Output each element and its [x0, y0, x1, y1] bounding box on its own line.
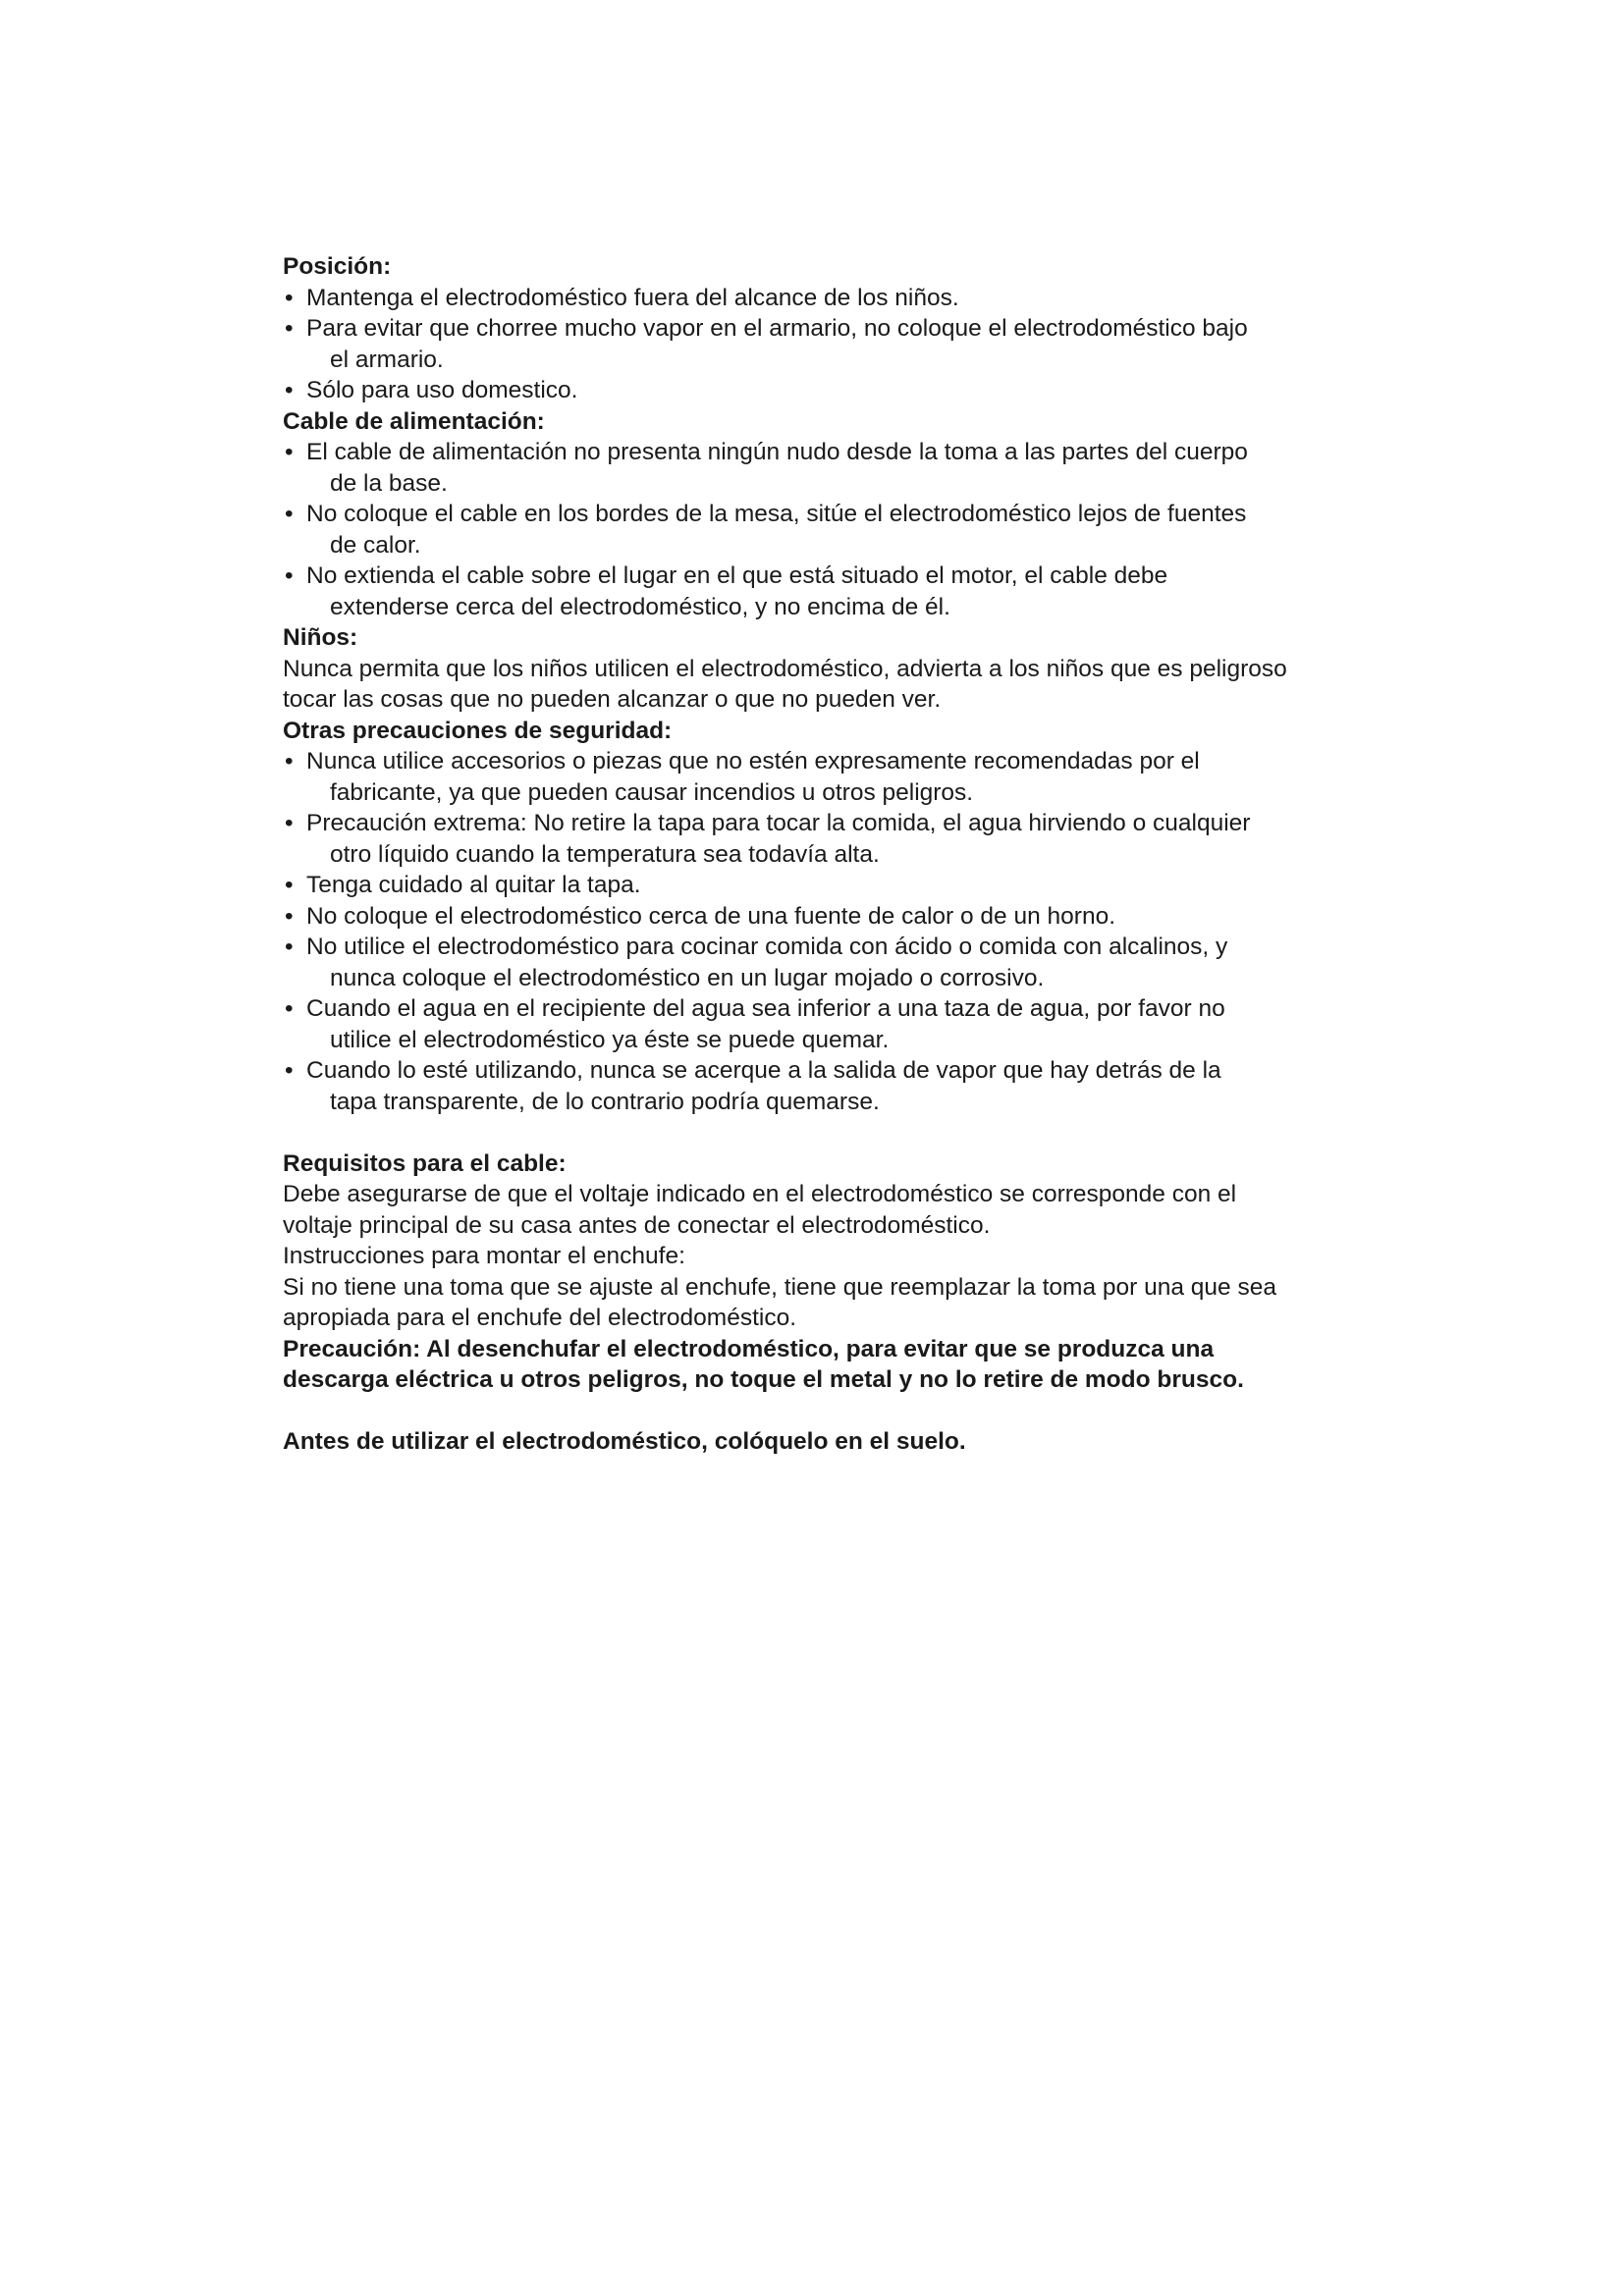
spacer	[283, 1396, 1382, 1427]
paragraph-instrucciones: Instrucciones para montar el enchufe:	[283, 1243, 685, 1269]
list-item-continuation: otro líquido cuando la temperatura sea todavía alta.	[330, 840, 880, 868]
list-item-continuation: de la base.	[330, 469, 448, 497]
spacer	[283, 1117, 1382, 1148]
paragraph-line: voltaje principal de su casa antes de conectar el electrodoméstico.	[283, 1211, 991, 1239]
paragraph-line: tocar las cosas que no pueden alcanzar o que no pueden ver.	[283, 686, 942, 713]
bullet-icon: •	[285, 902, 294, 930]
list-item	[283, 437, 1382, 499]
list-item	[283, 932, 1382, 993]
paragraph-line: Si no tiene una toma que se ajuste al enchufe, tiene que reemplazar la toma por una que sea	[283, 1273, 1276, 1301]
bullet-icon: •	[285, 501, 294, 527]
list-item	[283, 901, 1382, 933]
paragraph-ninos	[283, 654, 1382, 716]
document-page	[283, 251, 1382, 1458]
list-item-continuation: extenderse cerca del electrodoméstico, y no encima de él.	[330, 593, 950, 620]
list-item	[283, 283, 1382, 314]
bullet-icon: •	[285, 872, 294, 898]
bullet-icon: •	[285, 934, 294, 960]
bullet-icon: •	[285, 377, 294, 403]
list-item	[283, 870, 1382, 901]
list-item-continuation: el armario.	[330, 346, 444, 373]
list-item-text: Nunca utilice accesorios o piezas que no estén expresamente recomendadas por el	[306, 748, 1200, 774]
list-item-text: Cuando lo esté utilizando, nunca se acerque a la salida de vapor que hay detrás de la	[306, 1057, 1221, 1084]
list-item	[283, 993, 1382, 1055]
list-otras-precauciones	[283, 746, 1382, 1117]
list-item-continuation: utilice el electrodoméstico ya éste se puede quemar.	[330, 1026, 890, 1053]
heading-ninos: Niños:	[283, 624, 358, 651]
list-item-text: Precaución extrema: No retire la tapa para tocar la comida, el agua hirviendo o cualquier	[306, 810, 1251, 836]
bullet-icon: •	[285, 315, 294, 342]
warning-line: Precaución: Al desenchufar el electrodoméstico, para evitar que se produzca una	[283, 1335, 1215, 1362]
list-item-text: Cuando el agua en el recipiente del agua sea inferior a una taza de agua, por favor no	[306, 995, 1225, 1022]
list-cable	[283, 437, 1382, 622]
list-item-text: No utilice el electrodoméstico para cocinar comida con ácido o comida con alcalinos, y	[306, 934, 1228, 960]
bullet-icon: •	[285, 995, 294, 1022]
list-item-continuation: nunca coloque el electrodoméstico en un lugar mojado o corrosivo.	[330, 964, 1045, 991]
warning-precaucion	[283, 1334, 1382, 1396]
bullet-icon: •	[285, 1057, 294, 1084]
paragraph-line: apropiada para el enchufe del electrodoméstico.	[283, 1305, 797, 1331]
list-item-text: El cable de alimentación no presenta ningún nudo desde la toma a las partes del cuerpo	[306, 439, 1248, 465]
list-item	[283, 561, 1382, 622]
heading-posicion: Posición:	[283, 253, 392, 280]
list-item	[283, 375, 1382, 406]
list-item	[283, 1055, 1382, 1117]
paragraph-toma	[283, 1272, 1382, 1334]
list-item-continuation: de calor.	[330, 531, 421, 559]
bullet-icon: •	[285, 748, 294, 774]
list-item-continuation: fabricante, ya que pueden causar incendios u otros peligros.	[330, 778, 974, 806]
list-posicion	[283, 283, 1382, 406]
list-item-text: No extienda el cable sobre el lugar en el que está situado el motor, el cable debe	[306, 562, 1168, 589]
list-item-text: Sólo para uso domestico.	[306, 377, 578, 403]
bullet-icon: •	[285, 284, 294, 311]
list-item-text: Para evitar que chorree mucho vapor en el armario, no coloque el electrodoméstico bajo	[306, 315, 1248, 342]
heading-cable: Cable de alimentación:	[283, 407, 545, 435]
list-item	[283, 746, 1382, 808]
heading-otras-precauciones: Otras precauciones de seguridad:	[283, 717, 673, 744]
list-item-text: Mantenga el electrodoméstico fuera del alcance de los niños.	[306, 284, 959, 311]
paragraph-voltaje	[283, 1179, 1382, 1241]
paragraph-line: Nunca permita que los niños utilicen el electrodoméstico, advierta a los niños que es peligroso	[283, 655, 1287, 682]
list-item	[283, 808, 1382, 870]
paragraph-line: Debe asegurarse de que el voltaje indicado en el electrodoméstico se corresponde con el	[283, 1181, 1237, 1207]
list-item-continuation: tapa transparente, de lo contrario podría quemarse.	[330, 1088, 880, 1115]
list-item-text: Tenga cuidado al quitar la tapa.	[306, 872, 641, 898]
bullet-icon: •	[285, 810, 294, 836]
heading-requisitos: Requisitos para el cable:	[283, 1149, 567, 1177]
final-note: Antes de utilizar el electrodoméstico, colóquelo en el suelo.	[283, 1428, 966, 1455]
warning-line: descarga eléctrica u otros peligros, no toque el metal y no lo retire de modo brusco.	[283, 1366, 1244, 1393]
bullet-icon: •	[285, 439, 294, 465]
list-item	[283, 313, 1382, 375]
list-item	[283, 499, 1382, 561]
list-item-text: No coloque el electrodoméstico cerca de una fuente de calor o de un horno.	[306, 902, 1116, 930]
bullet-icon: •	[285, 562, 294, 589]
list-item-text: No coloque el cable en los bordes de la mesa, sitúe el electrodoméstico lejos de fuentes	[306, 501, 1247, 527]
